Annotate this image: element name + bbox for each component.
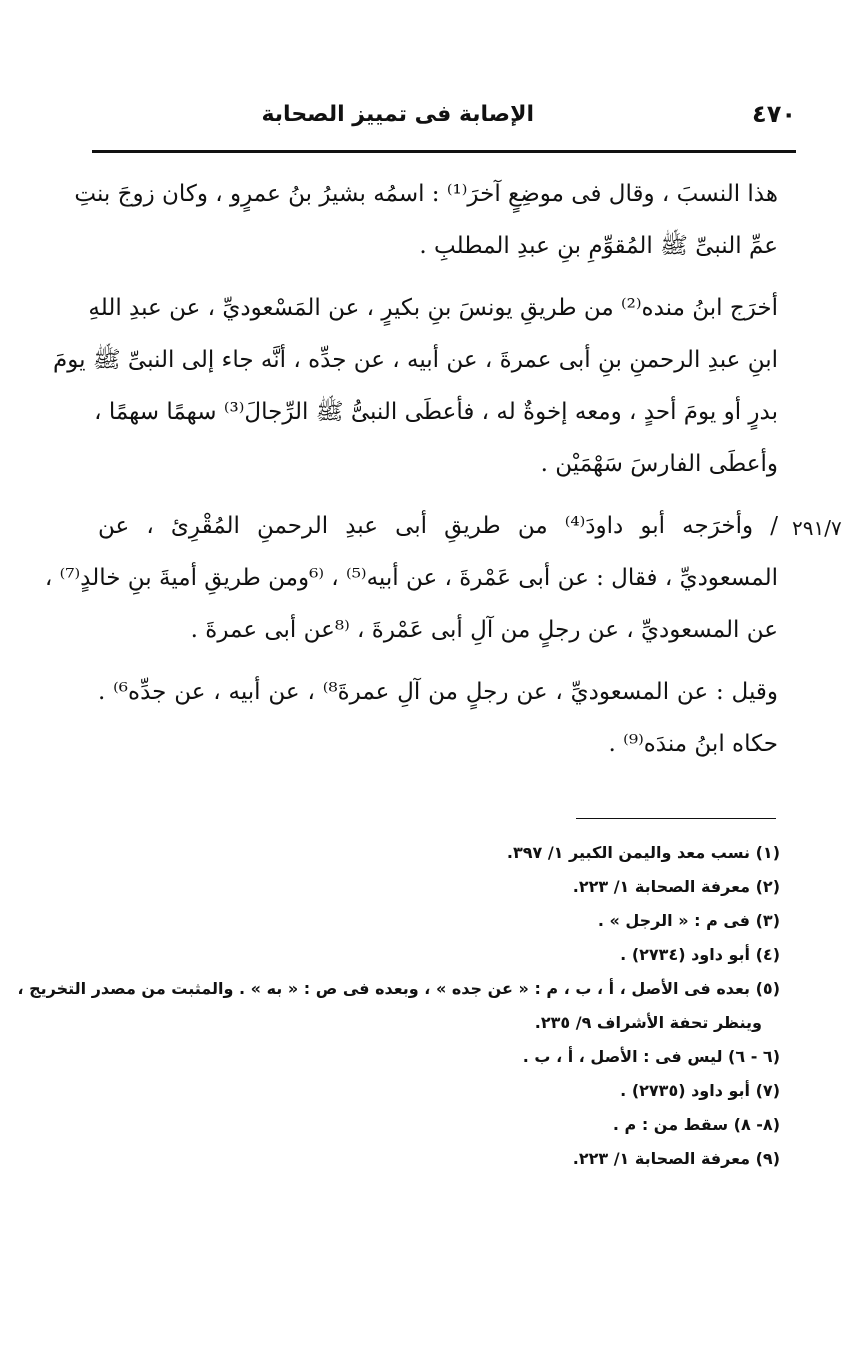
- paragraph-4: [98, 666, 778, 770]
- text-line: عمِّ النبىِّ ﷺ المُقوِّمِ بنِ عبدِ المطلبِ .: [419, 233, 778, 259]
- text-line: / وأخرَجه أبو داودَ⁽⁴⁾ من طريقِ أبى عبدِ الرحمنِ المُقْرِئ ، عن: [98, 513, 778, 539]
- text-line: ابنِ عبدِ الرحمنِ بنِ أبى عمرةَ ، عن أبيه ، عن جدِّه ، أنَّه جاء إلى النبىِّ ﷺ يومَ: [52, 347, 778, 373]
- paragraph-1: [74, 168, 778, 272]
- paragraph-3: [44, 500, 778, 656]
- margin-reference: ٢٩١/٧: [792, 516, 842, 540]
- footnote-5-continued: وينظر تحفة الأشراف ٩/ ٢٣٥.: [534, 1013, 762, 1032]
- footnote-separator: [576, 818, 776, 819]
- text-line: عن المسعوديِّ ، عن رجلٍ من آلِ أبى عَمْرةَ ، ⁽⁸عن أبى عمرةَ .: [190, 617, 778, 643]
- footnote-9: (٩) معرفة الصحابة ١/ ٢٢٣.: [572, 1149, 780, 1168]
- page-number: ٤٧٠: [752, 100, 796, 128]
- main-text: [44, 168, 778, 780]
- running-title: الإصابة فى تمييز الصحابة: [261, 102, 534, 127]
- text-line: حكاه ابنُ مندَه⁽⁹⁾ .: [608, 731, 778, 757]
- footnote-4: (٤) أبو داود (٢٧٣٤) .: [620, 945, 780, 964]
- text-line: هذا النسبَ ، وقال فى موضِعٍ آخرَ⁽¹⁾ : اسمُه بشيرُ بنُ عمرٍو ، وكان زوجَ بنتِ: [74, 181, 778, 207]
- footnote-6: (٦ - ٦) ليس فى : الأصل ، أ ، ب .: [522, 1047, 780, 1066]
- footnote-2: (٢) معرفة الصحابة ١/ ٢٢٣.: [572, 877, 780, 896]
- text-line: المسعوديِّ ، فقال : عن أبى عَمْرةَ ، عن أبيه⁽⁵⁾ ، ⁽⁶ومن طريقِ أميةَ بنِ خالدٍ⁽⁷⁾ ،: [44, 565, 778, 591]
- text-line: أخرَج ابنُ منده⁽²⁾ من طريقِ يونسَ بنِ بكيرٍ ، عن المَسْعوديِّ ، عن عبدِ اللهِ: [88, 295, 778, 321]
- text-line: وقيل : عن المسعوديِّ ، عن رجلٍ من آلِ عمرةَ⁸⁾ ، عن أبيه ، عن جدِّه⁶⁾ .: [98, 679, 778, 705]
- text-line: وأعطَى الفارسَ سَهْمَيْن .: [540, 451, 778, 477]
- footnote-8: (٨- ٨) سقط من : م .: [612, 1115, 780, 1134]
- text-line: بدرٍ أو يومَ أحدٍ ، ومعه إخوةٌ له ، فأعطَى النبىُّ ﷺ الرِّجالَ⁽³⁾ سهمًا سهمًا ،: [94, 399, 778, 425]
- header-rule: [92, 150, 796, 153]
- footnote-5: (٥) بعده فى الأصل ، أ ، ب ، م : « عن جده » ، وبعده فى ص : « به » . والمثبت من مصدر التخريج ،: [17, 979, 780, 998]
- footnote-1: (١) نسب معد واليمن الكبير ١/ ٣٩٧.: [506, 843, 780, 862]
- footnote-7: (٧) أبو داود (٢٧٣٥) .: [620, 1081, 780, 1100]
- footnotes: [17, 836, 780, 1176]
- paragraph-2: [52, 282, 778, 490]
- footnote-3: (٣) فى م : « الرجل » .: [597, 911, 780, 930]
- page-header: [92, 100, 796, 140]
